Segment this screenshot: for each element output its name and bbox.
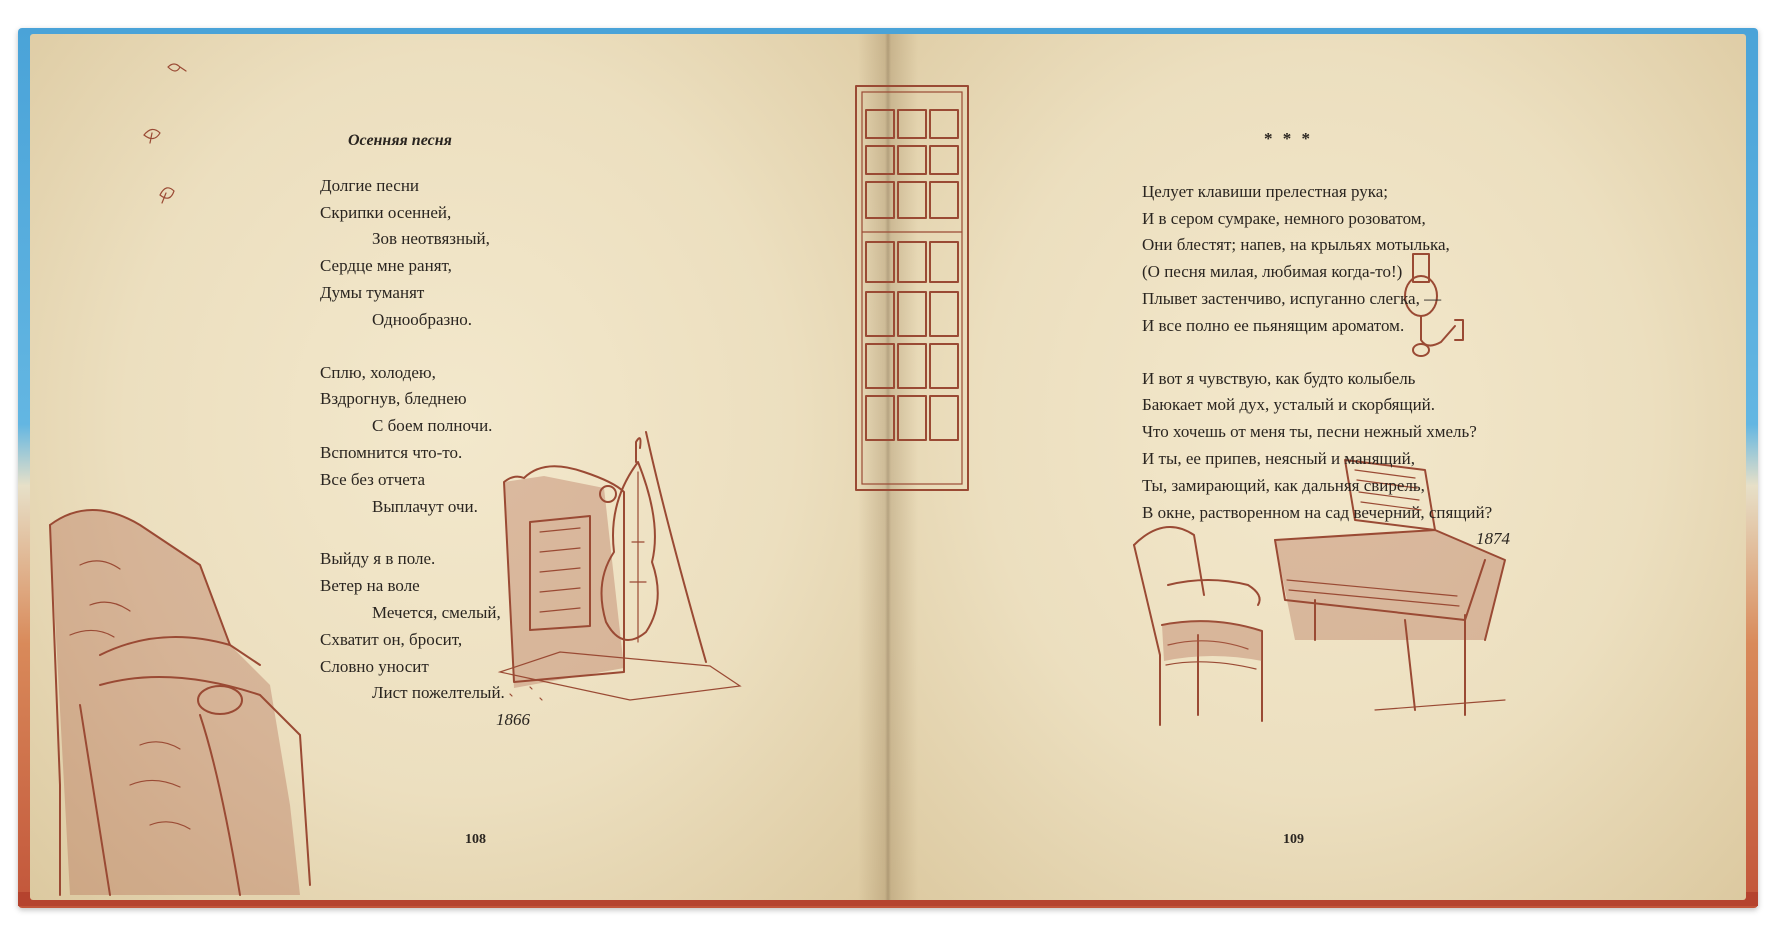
armchair-illustration [40, 505, 340, 900]
poem-line: Плывет застенчиво, испуганно слегка, — [1142, 288, 1442, 308]
poem-line: Сплю, холодею, [320, 362, 436, 382]
poem-line: С боем полночи. [372, 416, 493, 436]
cabinet-violin-illustration [500, 432, 745, 702]
falling-leaves-illustration [140, 55, 220, 225]
poem-stanza [320, 546, 530, 707]
poem-line: Ветер на воле [320, 576, 420, 596]
poem-line: Скрипки осенней, [320, 202, 452, 222]
poem-line: И в сером сумраке, немного розоватом, [1142, 208, 1426, 228]
poem-line: Думы туманят [320, 282, 425, 302]
poem-line: Зов неотвязный, [372, 229, 490, 249]
left-poem [320, 128, 530, 734]
poem-line: Лист пожелтелый. [372, 683, 505, 703]
poem-line: Вздрогнув, бледнею [320, 389, 467, 409]
poem-line: И все полно ее пьянящим ароматом. [1142, 315, 1405, 335]
poem-stanza [1142, 366, 1522, 527]
poem-line: (О песня милая, любимая когда-то!) [1142, 262, 1403, 282]
poem-title: Осенняя песня [348, 132, 452, 149]
poem-stanza [320, 173, 530, 334]
chair-illustration [1128, 525, 1278, 725]
poem-line: Схватит он, бросит, [320, 629, 463, 649]
right-poem [1142, 126, 1522, 553]
poem-line: Целует клавиши прелестная рука; [1142, 181, 1388, 201]
poem-stanza [1142, 179, 1522, 340]
poem-line: Ты, замирающий, как дальняя свирель, [1142, 475, 1425, 495]
page-number-right: 109 [1283, 832, 1304, 847]
poem-line: Выплачут очи. [372, 496, 478, 516]
poem-line: Что хочешь от меня ты, песни нежный хмель? [1142, 422, 1477, 442]
poem-line: И вот я чувствую, как будто колыбель [1142, 368, 1416, 388]
poem-line: Они блестят; напев, на крыльях мотылька, [1142, 235, 1450, 255]
poem-separator: * * * [1264, 129, 1313, 148]
poem-line: Однообразно. [372, 309, 473, 329]
poem-line: Баюкает мой дух, усталый и скорбящий. [1142, 395, 1436, 415]
poem-year: 1866 [496, 710, 530, 730]
poem-year: 1874 [1476, 529, 1510, 549]
poem-line: Все без отчета [320, 469, 426, 489]
poem-line: Долгие песни [320, 175, 420, 195]
poem-line: Вспомнится что-то. [320, 442, 463, 462]
poem-line: Выйду я в поле. [320, 549, 436, 569]
poem-line: Сердце мне ранят, [320, 256, 452, 276]
poem-line: В окне, растворенном на сад вечерний, спящий? [1142, 502, 1493, 522]
poem-stanza [320, 360, 530, 521]
poem-line: И ты, ее припев, неясный и манящий, [1142, 448, 1415, 468]
page-number-left: 108 [465, 832, 486, 847]
poem-line: Мечется, смелый, [372, 602, 501, 622]
poem-line: Словно уносит [320, 656, 429, 676]
window-illustration [852, 82, 974, 494]
